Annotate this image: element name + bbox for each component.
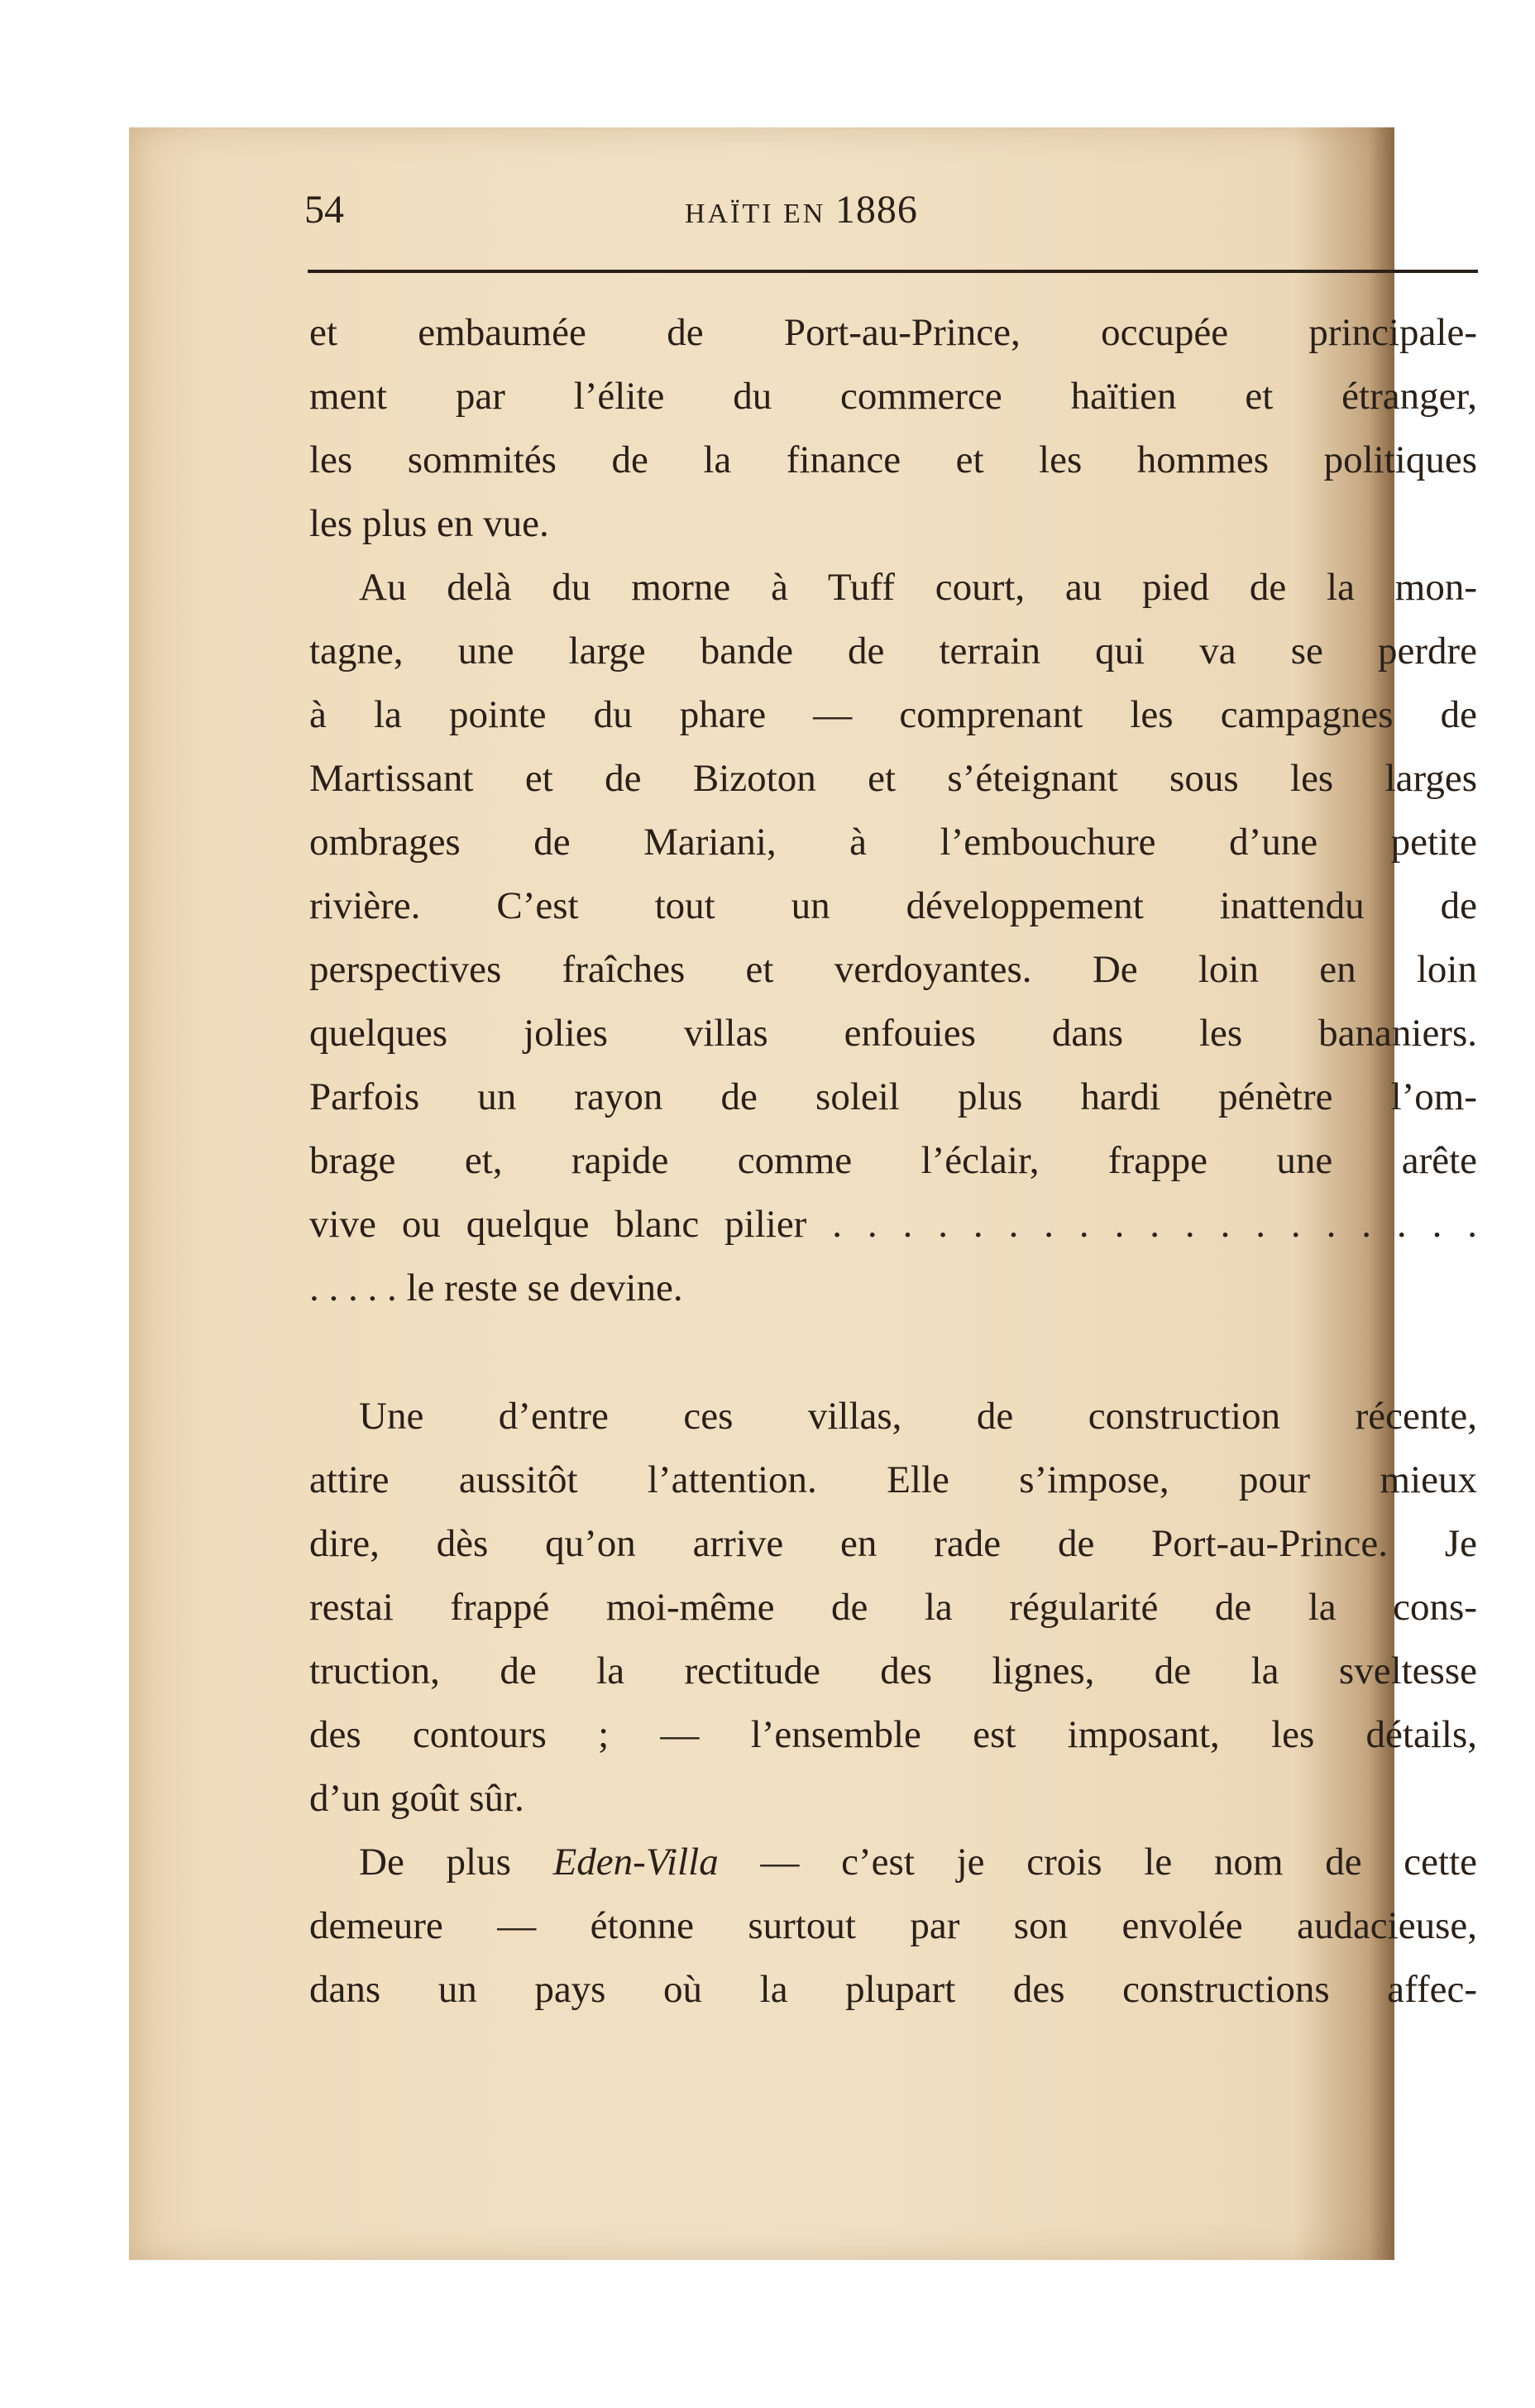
text-line: d’un goût sûr. — [309, 1777, 524, 1820]
text-line: dire, dès qu’on arrive en rade de Port-au-Prince. Je — [309, 1522, 1477, 1565]
text-line: quelques jolies villas enfouies dans les bananiers. — [309, 1012, 1477, 1055]
text-line: rivière. C’est tout un développement inattendu de — [309, 884, 1477, 927]
text-line: des contours ; — l’ensemble est imposant, les détails, — [309, 1713, 1477, 1756]
text-line: dans un pays où la plupart des constructions affec- — [309, 1968, 1477, 2011]
text-line: demeure — étonne surtout par son envolée audacieuse, — [309, 1904, 1477, 1947]
text-line — [309, 1831, 1477, 1894]
running-head-year: 1886 — [834, 188, 918, 232]
text-segment: — c’est je crois le nom de cette — [718, 1841, 1477, 1884]
text-line: à la pointe du phare — comprenant les campagnes de — [309, 693, 1477, 736]
page-number: 54 — [304, 188, 344, 232]
text-line: les sommités de la finance et les hommes politiques — [309, 438, 1477, 481]
text-line: brage et, rapide comme l’éclair, frappe une arête — [309, 1139, 1477, 1182]
text-line: restai frappé moi-même de la régularité de la cons- — [309, 1586, 1477, 1629]
paragraph-1 — [309, 301, 1477, 556]
text-line: ombrages de Mariani, à l’embouchure d’une petite — [309, 821, 1477, 864]
text-segment: De plus — [359, 1841, 553, 1884]
page-header — [304, 185, 1479, 235]
text-line: . . . . . le reste se devine. — [309, 1266, 683, 1309]
paragraph-gap — [309, 1320, 1477, 1385]
text-line: les plus en vue. — [309, 502, 549, 545]
text-line: attire aussitôt l’attention. Elle s’impose, pour mieux — [309, 1458, 1477, 1501]
text-line: truction, de la rectitude des lignes, de la sveltesse — [309, 1649, 1477, 1692]
text-line: Une d’entre ces villas, de construction récente, — [359, 1395, 1477, 1438]
body-text — [309, 301, 1477, 2022]
paragraph-4 — [309, 1831, 1477, 2022]
running-head — [685, 185, 918, 239]
paragraph-3 — [309, 1385, 1477, 1831]
running-head-title: HAÏTI EN — [685, 199, 835, 229]
paragraph-2 — [309, 556, 1477, 1320]
villa-name: Eden-Villa — [552, 1841, 719, 1884]
text-line: vive ou quelque blanc pilier . . . . . . . . . . . . . . . . . . . — [309, 1203, 1477, 1246]
text-line: Parfois un rayon de soleil plus hardi pénètre l’om- — [309, 1075, 1477, 1118]
header-rule — [308, 270, 1478, 273]
text-line: et embaumée de Port-au-Prince, occupée principale- — [309, 311, 1477, 354]
text-line: perspectives fraîches et verdoyantes. De loin en loin — [309, 948, 1477, 991]
book-page — [129, 127, 1477, 2260]
text-line: tagne, une large bande de terrain qui va se perdre — [309, 630, 1477, 673]
text-line: Martissant et de Bizoton et s’éteignant sous les larges — [309, 757, 1477, 800]
text-line: Au delà du morne à Tuff court, au pied de la mon- — [359, 566, 1477, 609]
text-line: ment par l’élite du commerce haïtien et étranger, — [309, 375, 1477, 418]
